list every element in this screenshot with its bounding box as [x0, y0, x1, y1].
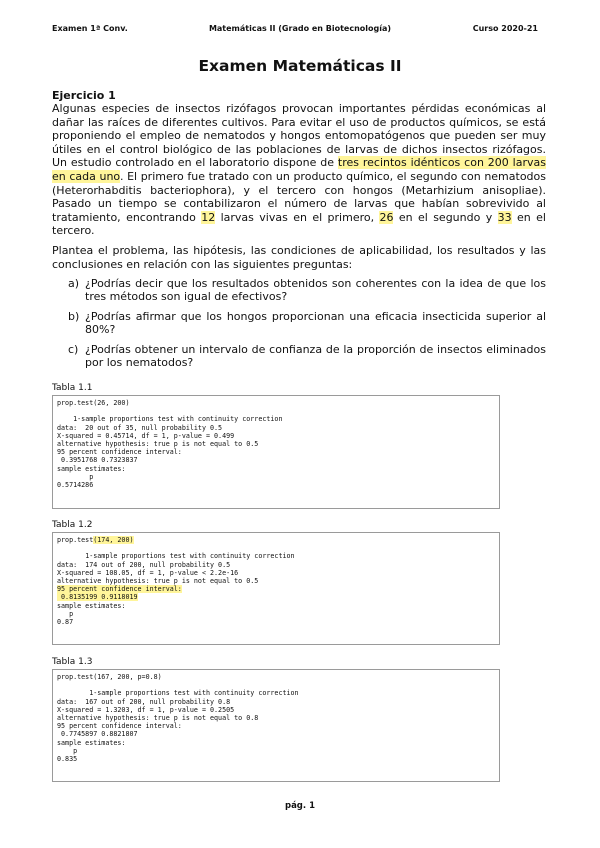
- question-a-text: ¿Podrías decir que los resultados obtenidos son coherentes con la idea de que los tres métodos son igual de efectivos?: [85, 277, 546, 304]
- header-center: Matemáticas II (Grado en Biotecnología): [208, 24, 392, 33]
- question-a-label: a): [68, 277, 80, 290]
- table-2-output: prop.test(174, 200) 1-sample proportions test with continuity correction data: 174 out of 200, null probability 0.5 X-squared = 108.05, df = 1, p-value < 2.2e-16 alternative hypothesis: true p is not equal to 0.5 95 percent confidence interval: 0.8135199 0.9118019 sample estimates: p 0.87: [52, 532, 500, 645]
- exercise-paragraph-1: Algunas especies de insectos rizófagos provocan importantes pérdidas económicas al dañar las raíces de diferentes cultivos. Para evitar el uso de productos químicos, se está proponiendo el empleo de nematodos y hongos entomopatógenos que pueden ser muy útiles en el control biológico de las poblaciones de larvas de dichos insectos rizófagos. Un estudio controlado en el laboratorio dispone de tres recintos idénticos con 200 larvas en cada uno. El primero fue tratado con un producto químico, el segundo con nematodos (Heterorhabditis bacteriophora), y el tercero con hongos (Metarhizium anisopliae). Pasado un tiempo se contabilizaron el número de larvas que habían sobrevivido al tratamiento, encontrando 12 larvas vivas en el primero, 26 en el segundo y 33 en el tercero.: [52, 102, 546, 238]
- highlight-ci-values: 0.8135199 0.9118019: [57, 593, 138, 602]
- highlight-recintos: tres recintos idénticos con 200 larvas en cada uno: [52, 156, 546, 183]
- highlight-33: 33: [497, 210, 512, 224]
- highlight-prop-args: (174, 200): [93, 536, 134, 544]
- page-title: Examen Matemáticas II: [198, 57, 402, 75]
- page-number: pág. 1: [284, 801, 315, 811]
- table-3-output: prop.test(167, 200, p=0.8) 1-sample proportions test with continuity correction data: 167 out of 200, null probability 0.8 X-squared = 1.3203, df = 1, p-value = 0.2505 alternative hypothesis: true p is not equal to 0.8 95 percent confidence interval: 0.7745897 0.8821807 sample estimates: p 0.835: [52, 669, 500, 782]
- question-b: [68, 310, 546, 337]
- highlight-26: 26: [379, 210, 394, 224]
- table-1-label: Tabla 1.1: [52, 383, 93, 393]
- question-b-text: ¿Podrías afirmar que los hongos proporcionan una eficacia insecticida superior al 80%?: [85, 310, 546, 337]
- table-2-label: Tabla 1.2: [52, 520, 93, 530]
- exercise-heading: Ejercicio 1: [52, 89, 116, 102]
- exercise-paragraph-2: Plantea el problema, las hipótesis, las condiciones de aplicabilidad, los resultados y las conclusiones en relación con las siguientes preguntas:: [52, 244, 546, 271]
- question-c: [68, 343, 546, 370]
- question-c-label: c): [68, 343, 79, 356]
- question-b-label: b): [68, 310, 80, 323]
- header-right: Curso 2020-21: [472, 24, 538, 33]
- table-1-output: prop.test(26, 200) 1-sample proportions test with continuity correction data: 20 out of 35, null probability 0.5 X-squared = 0.45714, df = 1, p-value = 0.499 alternative hypothesis: true p is not equal to 0.5 95 percent confidence interval: 0.3951768 0.7323837 sample estimates: p 0.5714286: [52, 395, 500, 509]
- table-3-label: Tabla 1.3: [52, 657, 93, 667]
- header-left: Examen 1ª Conv.: [52, 24, 128, 33]
- highlight-ci-label: 95 percent confidence interval:: [57, 585, 182, 594]
- question-a: [68, 277, 546, 304]
- highlight-12: 12: [201, 210, 216, 224]
- question-c-text: ¿Podrías obtener un intervalo de confianza de la proporción de insectos eliminados por los nematodos?: [85, 343, 546, 370]
